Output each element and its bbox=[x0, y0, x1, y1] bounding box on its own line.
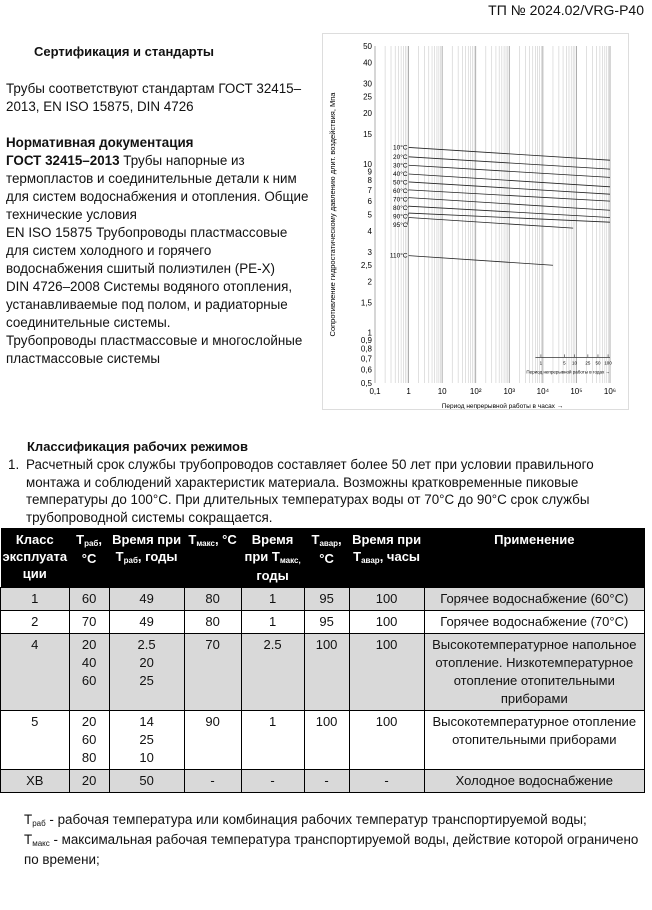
note-t-max-text: - максимальная рабочая температура транспортируемой воды, действие которой ограничено по времени; bbox=[24, 832, 639, 867]
table-row bbox=[1, 611, 645, 634]
chart-svg bbox=[323, 34, 628, 409]
classification-item bbox=[8, 456, 638, 526]
item-text: Расчетный срок службы трубопроводов составляет более 50 лет при условии правильного монтажа и соблюдений характеристик материала. Возможны кратковременные пиковые температуры до 100°C. При длительных температурах воды от 70°C до 90°C срок службы трубопроводной системы сокращается. bbox=[26, 457, 594, 525]
cell-tmaxtime: - bbox=[241, 770, 304, 793]
cell-cls: 1 bbox=[1, 588, 70, 611]
series-label: 70°C bbox=[393, 196, 408, 204]
series-label: 90°C bbox=[393, 213, 408, 221]
y-tick-label: 10 bbox=[363, 159, 372, 169]
cell-tav: 100 bbox=[304, 634, 349, 711]
cell-app: Горячее водоснабжение (60°C) bbox=[424, 588, 644, 611]
din-text: DIN 4726–2008 Системы водяного отопления, устанавливаемые под полом, и радиаторные соединительные системы. bbox=[6, 279, 293, 330]
classification-section bbox=[0, 438, 652, 877]
header-tmax-time bbox=[241, 528, 304, 588]
y-tick-label: 20 bbox=[363, 109, 372, 119]
series-label: 110°C bbox=[389, 252, 408, 260]
header-tav-sub: авар bbox=[319, 539, 339, 548]
cell-t: 70 bbox=[69, 611, 109, 634]
secondary-tick-label: 5 bbox=[563, 360, 566, 366]
cell-tavtime: 100 bbox=[349, 588, 424, 611]
cell-time: 49 bbox=[109, 611, 184, 634]
cell-tmaxtime: 1 bbox=[241, 588, 304, 611]
y-tick-label: 50 bbox=[363, 42, 372, 51]
y-tick-label: 15 bbox=[363, 130, 372, 140]
table-row bbox=[1, 588, 645, 611]
x-tick-label: 0,1 bbox=[369, 387, 381, 396]
en-text: EN ISO 15875 Трубопроводы пластмассовые для систем холодного и горячего водоснабжения сшитый полиэтилен (PE-X) bbox=[6, 225, 288, 276]
note-t-work bbox=[24, 811, 644, 831]
cell-tmaxtime: 2.5 bbox=[241, 634, 304, 711]
cell-tav: - bbox=[304, 770, 349, 793]
header-time-text: Время при T bbox=[112, 532, 182, 564]
header-tav-time-text: Время при T bbox=[352, 532, 422, 564]
cell-t: 20 40 60 bbox=[69, 634, 109, 711]
cell-app: Высокотемпературное напольное отопление. Низкотемпературное отопление отопительными приборами bbox=[424, 634, 644, 711]
cell-tav: 95 bbox=[304, 588, 349, 611]
header-time bbox=[109, 528, 184, 588]
header-t bbox=[69, 528, 109, 588]
cell-cls: 2 bbox=[1, 611, 70, 634]
header-t-sub: раб bbox=[84, 539, 99, 548]
y-tick-label: 1 bbox=[367, 328, 372, 338]
y-tick-label: 8 bbox=[367, 176, 372, 186]
y-tick-label: 0,6 bbox=[360, 365, 372, 375]
note-t-max-sub: макс bbox=[32, 839, 50, 848]
header-tav-time bbox=[349, 528, 424, 588]
cell-time: 2.5 20 25 bbox=[109, 634, 184, 711]
document-code: ТП № 2024.02/VRG-P40 bbox=[488, 2, 644, 18]
normative-text bbox=[6, 152, 311, 368]
cell-cls: ХВ bbox=[1, 770, 70, 793]
cell-t: 20 60 80 bbox=[69, 711, 109, 770]
header-t-unit: , °C bbox=[81, 532, 102, 566]
header-time-sub: раб bbox=[123, 556, 138, 565]
note-t-work-symbol: T bbox=[24, 812, 33, 827]
secondary-tick-label: 25 bbox=[585, 360, 591, 366]
cell-tavtime: 100 bbox=[349, 711, 424, 770]
note-t-max bbox=[24, 831, 644, 869]
normative-title: Нормативная документация bbox=[6, 135, 194, 150]
note-t-work-text: - рабочая температура или комбинация рабочих температур транспортируемой воды; bbox=[45, 812, 587, 827]
series-label: 20°C bbox=[393, 153, 408, 161]
item-number: 1. bbox=[8, 457, 20, 472]
header-tmax bbox=[184, 528, 241, 588]
pipes-text: Трубопроводы пластмассовые и многослойные пластмассовые системы bbox=[6, 333, 303, 366]
table-row bbox=[1, 634, 645, 711]
header-class: Класс эксплуата ции bbox=[1, 528, 70, 588]
y-tick-label: 0,5 bbox=[360, 379, 372, 388]
cell-app: Высокотемпературное отопление отопительными приборами bbox=[424, 711, 644, 770]
header-application: Применение bbox=[424, 528, 644, 588]
y-tick-label: 0,9 bbox=[360, 335, 372, 345]
y-tick-label: 25 bbox=[363, 92, 372, 102]
cell-tav: 95 bbox=[304, 611, 349, 634]
header-t-symbol: T bbox=[76, 532, 85, 547]
certification-text: Трубы соответствуют стандартам ГОСТ 32415–2013, EN ISO 15875, DIN 4726 bbox=[6, 81, 302, 114]
header-tmax-time-unit: годы bbox=[256, 568, 289, 583]
series-label: 10°C bbox=[393, 144, 408, 152]
cell-time: 14 25 10 bbox=[109, 711, 184, 770]
y-tick-label: 6 bbox=[367, 197, 372, 207]
header-tmax-time-text: Время при T bbox=[244, 532, 294, 564]
header-tmax-time-sub: макс, bbox=[279, 556, 301, 565]
table-row bbox=[1, 770, 645, 793]
gost-text: Трубы напорные из термопластов и соединительные детали к ним для систем водоснабжения и отопления. Общие технические условия bbox=[6, 153, 309, 222]
secondary-tick-label: 10 bbox=[571, 360, 578, 366]
header-tav-time-unit: , часы bbox=[379, 549, 421, 564]
y-tick-label: 3 bbox=[367, 247, 372, 257]
y-tick-label: 5 bbox=[367, 210, 372, 220]
cell-tavtime: - bbox=[349, 770, 424, 793]
header-tmax-unit: , °C bbox=[214, 532, 237, 547]
secondary-tick-label: 1 bbox=[539, 360, 543, 366]
x-tick-label: 10⁴ bbox=[536, 387, 550, 396]
cell-tmax: 90 bbox=[184, 711, 241, 770]
secondary-tick-label: 50 bbox=[595, 360, 601, 366]
y-tick-label: 2,5 bbox=[360, 261, 372, 271]
classification-title: Классификация рабочих режимов bbox=[27, 439, 248, 454]
series-label: 30°C bbox=[393, 162, 408, 170]
y-tick-label: 0,7 bbox=[360, 354, 372, 364]
cell-tmaxtime: 1 bbox=[241, 611, 304, 634]
cell-time: 50 bbox=[109, 770, 184, 793]
cell-tmax: 80 bbox=[184, 611, 241, 634]
cell-time: 49 bbox=[109, 588, 184, 611]
series-label: 95°C bbox=[393, 221, 408, 229]
operating-modes-table bbox=[0, 528, 645, 793]
y-tick-label: 40 bbox=[363, 58, 372, 68]
x-tick-label: 10⁵ bbox=[570, 387, 583, 396]
cell-t: 20 bbox=[69, 770, 109, 793]
y-tick-label: 0,8 bbox=[360, 344, 372, 354]
note-t-work-sub: раб bbox=[32, 819, 46, 828]
cell-t: 60 bbox=[69, 588, 109, 611]
cell-app: Горячее водоснабжение (70°C) bbox=[424, 611, 644, 634]
header-tav bbox=[304, 528, 349, 588]
y-axis-label: Сопротивление гидростатическому давлению длит. воздействия, Мпа bbox=[328, 92, 337, 337]
series-label: 60°C bbox=[393, 187, 408, 195]
note-t-max-symbol: T bbox=[24, 832, 33, 847]
header-time-unit: , годы bbox=[137, 549, 178, 564]
table-header bbox=[1, 528, 645, 588]
secondary-tick-label: 100 bbox=[604, 360, 612, 366]
series-line bbox=[409, 256, 553, 266]
secondary-axis-label: Период непрерывной работы в годах → bbox=[526, 369, 610, 375]
x-tick-label: 10³ bbox=[503, 387, 516, 396]
header-tmax-symbol: T bbox=[188, 532, 197, 547]
cell-cls: 5 bbox=[1, 711, 70, 770]
x-tick-label: 10⁶ bbox=[603, 387, 617, 396]
x-tick-label: 1 bbox=[406, 387, 411, 396]
cell-app: Холодное водоснабжение bbox=[424, 770, 644, 793]
cell-tavtime: 100 bbox=[349, 611, 424, 634]
cell-tmaxtime: 1 bbox=[241, 711, 304, 770]
certification-title: Сертификация и стандарты bbox=[34, 44, 215, 59]
cell-tav: 100 bbox=[304, 711, 349, 770]
table-row bbox=[1, 711, 645, 770]
y-tick-label: 1,5 bbox=[360, 298, 372, 308]
header-tav-time-sub: авар bbox=[361, 556, 380, 565]
notes bbox=[24, 811, 644, 869]
header-tav-symbol: T bbox=[311, 532, 320, 547]
cell-tmax: 70 bbox=[184, 634, 241, 711]
cell-tmax: 80 bbox=[184, 588, 241, 611]
cell-tmax: - bbox=[184, 770, 241, 793]
x-axis-label: Период непрерывной работы в часах → bbox=[441, 403, 564, 409]
header-tav-unit: , °C bbox=[319, 532, 342, 566]
series-label: 50°C bbox=[393, 179, 408, 187]
series-label: 80°C bbox=[393, 204, 408, 212]
y-tick-label: 4 bbox=[367, 226, 372, 236]
pressure-chart bbox=[322, 33, 629, 410]
x-tick-label: 10² bbox=[469, 387, 482, 396]
cell-cls: 4 bbox=[1, 634, 70, 711]
gost-name: ГОСТ 32415–2013 bbox=[6, 153, 120, 168]
header-tmax-sub: макс bbox=[196, 539, 215, 548]
y-tick-label: 2 bbox=[367, 277, 372, 287]
y-tick-label: 30 bbox=[363, 79, 372, 89]
x-tick-label: 10 bbox=[437, 387, 447, 396]
y-tick-label: 7 bbox=[367, 185, 372, 195]
series-label: 40°C bbox=[393, 170, 408, 178]
cell-tavtime: 100 bbox=[349, 634, 424, 711]
y-tick-label: 9 bbox=[367, 167, 372, 177]
